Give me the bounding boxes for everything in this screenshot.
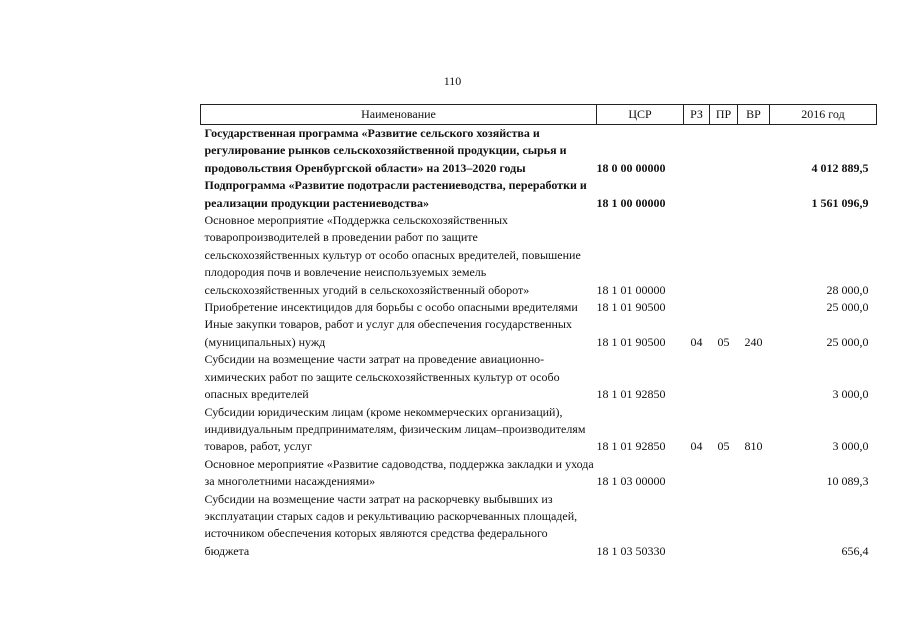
row-rz	[684, 299, 710, 316]
row-sum: 656,4	[841, 543, 869, 558]
row-name: Приобретение инсектицидов для борьбы с особо опасными вредителями	[204, 300, 578, 315]
header-name: Наименование	[201, 105, 597, 125]
row-rz: 04	[690, 439, 703, 454]
row-pr	[710, 456, 738, 491]
table-row	[201, 456, 877, 491]
row-rz: 04	[690, 334, 703, 349]
row-pr	[710, 351, 738, 403]
row-rz	[684, 177, 710, 212]
row-sum: 25 000,0	[826, 334, 869, 349]
row-sum: 25 000,0	[826, 300, 869, 315]
row-name: Подпрограмма «Развитие подотрасли растениеводства, переработки и реализации продукции растениеводства»	[204, 178, 587, 210]
row-rz	[684, 491, 710, 561]
row-csr: 18 1 03 50330	[596, 543, 666, 558]
row-name: Основное мероприятие «Развитие садоводства, поддержка закладки и ухода за многолетними насаждениями»	[204, 456, 594, 489]
budget-table	[200, 104, 877, 560]
row-vr	[738, 212, 770, 299]
row-name: Субсидии на возмещение части затрат на проведение авиационно-химических работ по защите сельскохозяйственных культур от особо опасных вредителей	[204, 352, 560, 402]
row-csr: 18 1 01 90500	[596, 300, 666, 315]
row-rz	[684, 212, 710, 299]
row-pr	[710, 299, 738, 316]
row-pr: 05	[717, 439, 730, 454]
row-vr: 240	[744, 334, 763, 349]
header-rz: РЗ	[684, 105, 710, 125]
row-sum: 1 561 096,9	[811, 195, 869, 210]
row-pr	[710, 212, 738, 299]
row-pr	[710, 177, 738, 212]
header-pr: ПР	[710, 105, 738, 125]
row-pr	[710, 491, 738, 561]
row-name: Основное мероприятие «Поддержка сельскохозяйственных товаропроизводителей в проведении работ по защите сельскохозяйственных культур от особо опасных вредителей, повышение плодородия почв и вовлечение неиспользуемых земель сельскохозяйственных угодий в сельскохозяйственный оборот»	[204, 213, 581, 297]
row-csr: 18 1 03 00000	[596, 474, 666, 489]
row-name: Субсидии на возмещение части затрат на раскорчевку выбывших из эксплуатации старых садов и рекультивацию раскорчеванных площадей, источником обеспечения которых являются средства федерального бюджета	[204, 491, 578, 558]
row-pr	[710, 125, 738, 178]
row-name: Государственная программа «Развитие сельского хозяйства и регулирование рынков сельскохозяйственной продукции, сырья и продовольствия Оренбургской области» на 2013–2020 годы	[204, 126, 567, 175]
table-row	[201, 125, 877, 178]
row-vr	[738, 299, 770, 316]
row-rz	[684, 351, 710, 403]
row-sum: 4 012 889,5	[811, 160, 869, 175]
row-vr	[738, 351, 770, 403]
table-row	[201, 212, 877, 299]
row-csr: 18 1 01 90500	[596, 334, 666, 349]
table-row	[201, 491, 877, 561]
row-name: Субсидии юридическим лицам (кроме некоммерческих организаций), индивидуальным предпринимателям, физическим лицам–производителям товаров, работ, услуг	[204, 404, 586, 454]
table-row	[201, 404, 877, 456]
header-row	[201, 105, 877, 125]
table-row	[201, 351, 877, 403]
row-sum: 10 089,3	[826, 474, 869, 489]
row-csr: 18 1 00 00000	[596, 195, 666, 210]
row-csr: 18 1 01 00000	[596, 282, 666, 297]
table-row	[201, 316, 877, 351]
page-number: 110	[443, 74, 462, 88]
row-csr: 18 1 01 92850	[596, 387, 666, 402]
table-row	[201, 299, 877, 316]
header-sum: 2016 год	[770, 105, 877, 125]
table-body	[201, 125, 877, 561]
header-vr: ВР	[738, 105, 770, 125]
header-csr: ЦСР	[597, 105, 684, 125]
row-csr: 18 1 01 92850	[596, 439, 666, 454]
row-name: Иные закупки товаров, работ и услуг для обеспечения государственных (муниципальных) нужд	[204, 317, 572, 349]
row-sum: 3 000,0	[832, 439, 869, 454]
row-sum: 3 000,0	[832, 387, 869, 402]
row-sum: 28 000,0	[826, 282, 869, 297]
row-rz	[684, 456, 710, 491]
row-pr: 05	[717, 334, 730, 349]
row-vr	[738, 491, 770, 561]
row-vr: 810	[744, 439, 763, 454]
table-header	[201, 105, 877, 125]
row-vr	[738, 125, 770, 178]
row-csr: 18 0 00 00000	[596, 160, 666, 175]
row-rz	[684, 125, 710, 178]
row-vr	[738, 456, 770, 491]
table-row	[201, 177, 877, 212]
row-vr	[738, 177, 770, 212]
